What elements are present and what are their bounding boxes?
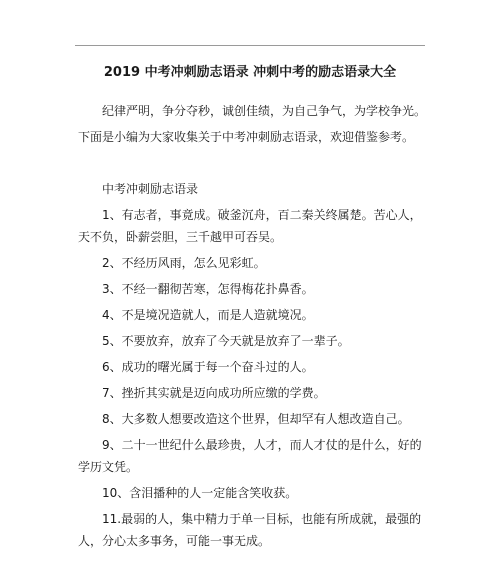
quote-item-6: 6、成功的曙光属于每一个奋斗过的人。 — [102, 360, 314, 374]
header-divider — [75, 45, 425, 46]
quote-item-7: 7、挫折其实就是迈向成功所应缴的学费。 — [102, 386, 326, 400]
section-heading: 中考冲刺励志语录 — [102, 182, 199, 196]
quote-item-9: 9、二十一世纪什么最珍贵，人才，而人才仗的是什么，好的学历文凭。 — [78, 438, 422, 474]
document-title: 2019 中考冲刺励志语录 冲刺中考的励志语录大全 — [103, 65, 397, 80]
quote-item-11: 11.最弱的人，集中精力于单一目标，也能有所成就，最强的人，分心太多事务，可能一事无成。 — [78, 512, 422, 548]
intro-paragraph-1: 纪律严明，争分夺秒，诚创佳绩，为自己争气，为学校争光。 — [102, 104, 427, 118]
quote-item-8: 8、大多数人想要改造这个世界，但却罕有人想改造自己。 — [102, 412, 410, 426]
quote-item-4: 4、不是境况造就人，而是人造就境况。 — [102, 308, 314, 322]
intro-paragraph-2: 下面是小编为大家收集关于中考冲刺励志语录，欢迎借鉴参考。 — [78, 130, 415, 144]
document-body — [78, 100, 428, 552]
quote-item-2: 2、不经历风雨，怎么见彩虹。 — [102, 256, 266, 270]
quote-item-10: 10、含泪播种的人一定能含笑收获。 — [102, 486, 298, 500]
quote-item-5: 5、不要放弃，放弃了今天就是放弃了一辈子。 — [102, 334, 350, 348]
section-spacer — [78, 152, 428, 178]
quote-item-3: 3、不经一翻彻苦寒，怎得梅花扑鼻香。 — [102, 282, 314, 296]
quote-item-1: 1、有志者，事竟成。破釜沉舟，百二秦关终属楚。苦心人，天不负，卧薪尝胆，三千越甲可吞吴。 — [78, 208, 422, 244]
